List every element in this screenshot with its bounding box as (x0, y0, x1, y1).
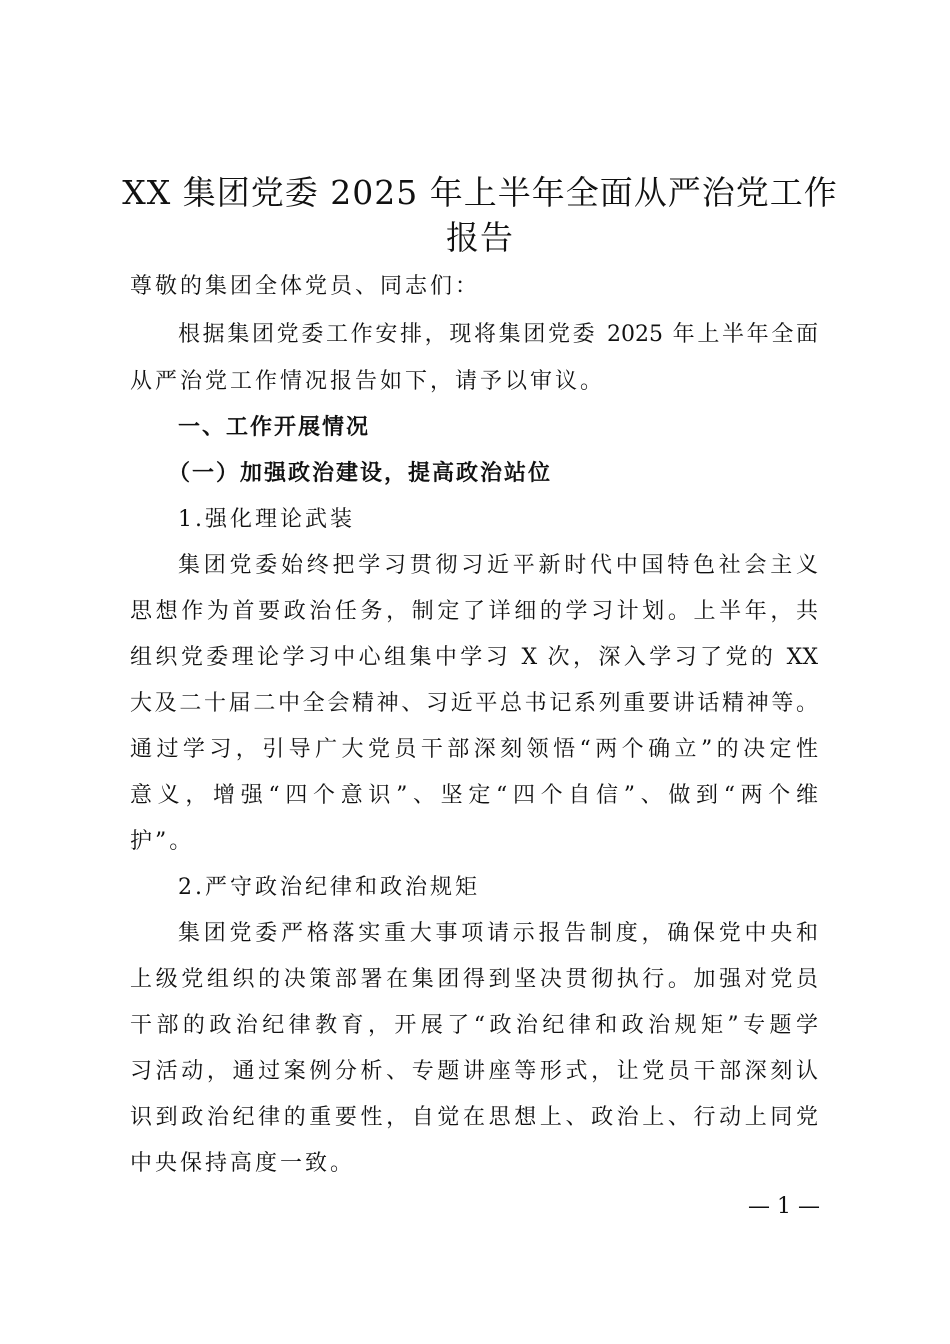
paragraph-1-line: 思想作为首要政治任务，制定了详细的学习计划。上半年，共 (130, 599, 818, 624)
item-heading-1: 1.强化理论武装 (178, 507, 355, 532)
paragraph-2-line: 中央保持高度一致。 (130, 1151, 356, 1176)
subsection-heading-1: （一）加强政治建设，提高政治站位 (168, 461, 553, 486)
intro-paragraph-line-2: 从严治党工作情况报告如下，请予以审议。 (130, 369, 606, 394)
paragraph-1-line: 护”。 (130, 829, 195, 854)
document-title-line-2: 报告 (446, 218, 514, 257)
paragraph-2-line: 上级党组织的决策部署在集团得到坚决贯彻执行。加强对党员 (130, 967, 818, 992)
paragraph-2-line: 习活动，通过案例分析、专题讲座等形式，让党员干部深刻认 (130, 1059, 818, 1084)
item-heading-2: 2.严守政治纪律和政治规矩 (178, 875, 480, 900)
paragraph-2-line: 识到政治纪律的重要性，自觉在思想上、政治上、行动上同党 (130, 1105, 818, 1130)
paragraph-1-line: 大及二十届二中全会精神、习近平总书记系列重要讲话精神等。 (130, 691, 818, 716)
paragraph-1-line: 通过学习，引导广大党员干部深刻领悟“两个确立”的决定性 (130, 737, 818, 762)
page-number: — 1 — (748, 1194, 820, 1219)
document-title-line-1: XX 集团党委 2025 年上半年全面从严治党工作 (122, 173, 838, 212)
paragraph-1-line: 组织党委理论学习中心组集中学习 X 次，深入学习了党的 XX (130, 645, 818, 670)
paragraph-2-line: 集团党委严格落实重大事项请示报告制度，确保党中央和 (178, 921, 818, 946)
section-heading-1: 一、工作开展情况 (178, 415, 371, 440)
salutation: 尊敬的集团全体党员、同志们： (130, 274, 481, 299)
paragraph-1-line: 意义，增强“四个意识”、坚定“四个自信”、做到“两个维 (130, 783, 818, 808)
paragraph-2-line: 干部的政治纪律教育，开展了“政治纪律和政治规矩”专题学 (130, 1013, 818, 1038)
intro-paragraph-line-1: 根据集团党委工作安排，现将集团党委 2025 年上半年全面 (178, 322, 818, 347)
paragraph-1-line: 集团党委始终把学习贯彻习近平新时代中国特色社会主义 (178, 553, 818, 578)
